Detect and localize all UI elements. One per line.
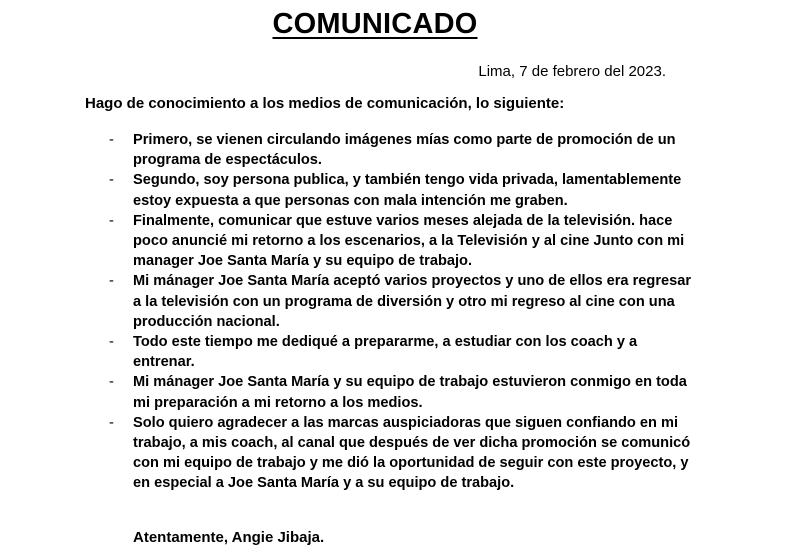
list-item-text: Mi mánager Joe Santa María y su equipo de trabajo estuvieron conmigo en toda mi preparación a mi retorno a los medios.: [133, 374, 687, 411]
list-item: [95, 413, 695, 494]
list-item: [95, 372, 695, 412]
list-item-text: Mi mánager Joe Santa María aceptó varios proyectos y uno de ellos era regresar a la televisión con un programa de diversión y otro mi regreso al cine con una producción nacional.: [133, 273, 692, 330]
list-item-text: Solo quiero agradecer a las marcas auspiciadoras que siguen confiando en mi trabajo, a mis coach, al canal que después de ver dicha promoción se comunicó con mi equipo de trabajo y me dió la oportunidad de seguir con este proyecto, y en especial a Joe Santa María y a su equipo de trabajo.: [133, 414, 691, 492]
bullet-dash: -: [109, 414, 114, 431]
list-item: [95, 211, 695, 272]
bullet-dash: -: [109, 172, 114, 189]
list-item-text: Segundo, soy persona publica, y también tengo vida privada, lamentablemente estoy expuesta a que personas con mala intención me graben.: [133, 172, 682, 209]
bullet-dash: -: [109, 334, 114, 351]
list-item: [95, 271, 695, 332]
statement-list: [95, 130, 695, 494]
list-item-text: Finalmente, comunicar que estuve varios meses alejada de la televisión. hace poco anuncié mi retorno a los escenarios, a la Televisión y al cine Junto con mi manager Joe Santa María y su equipo de trabajo.: [133, 212, 685, 270]
list-item-text: Primero, se vienen circulando imágenes mías como parte de promoción de un programa de espectáculos.: [133, 132, 676, 169]
bullet-dash: -: [109, 212, 114, 229]
bullet-dash: -: [109, 374, 114, 391]
closing-signature: Atentamente, Angie Jibaja.: [133, 529, 325, 546]
document-title: [0, 4, 750, 44]
bullet-dash: -: [109, 273, 114, 290]
list-item: [95, 170, 695, 210]
list-item: [95, 130, 695, 170]
document-date: Lima, 7 de febrero del 2023.: [478, 63, 666, 80]
bullet-dash: -: [109, 132, 114, 148]
list-item: [95, 332, 695, 372]
document-title-text: COMUNICADO: [272, 8, 478, 40]
list-item-text: Todo este tiempo me dediqué a prepararme, a estudiar con los coach y a entrenar.: [133, 334, 638, 371]
intro-paragraph: Hago de conocimiento a los medios de comunicación, lo siguiente:: [85, 95, 565, 112]
